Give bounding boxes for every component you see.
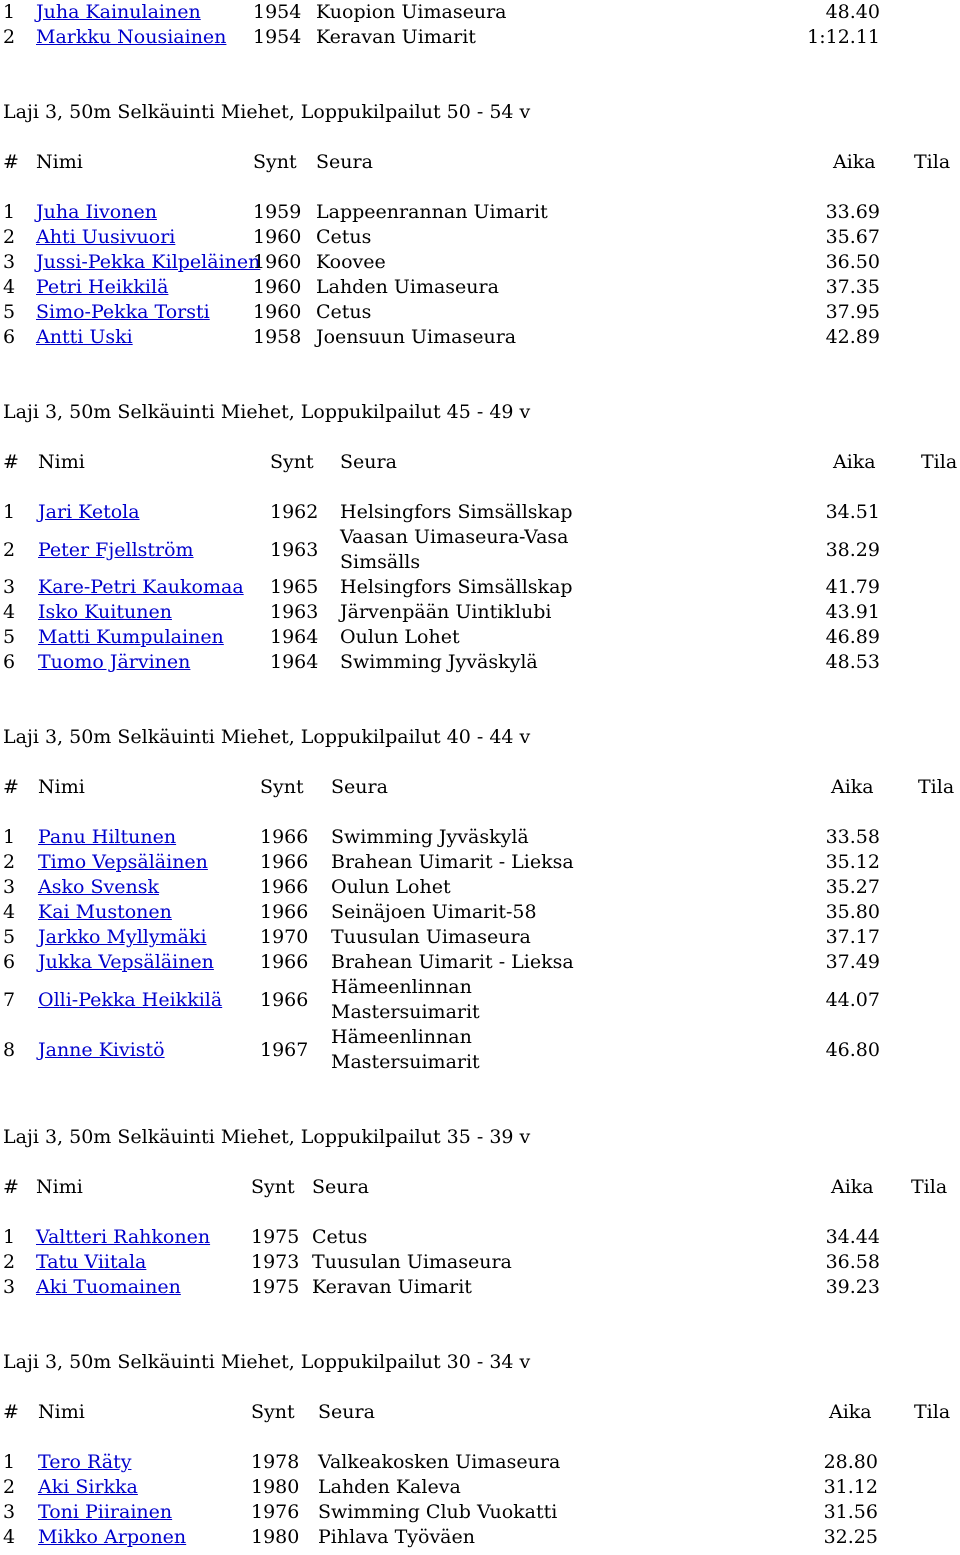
row-time: 36.58 (825, 1251, 880, 1273)
header-time: Aika (831, 776, 874, 798)
row-birth-year: 1960 (253, 251, 302, 273)
row-club: Tuusulan Uimaseura (331, 926, 531, 948)
swimmer-name-link[interactable]: Janne Kivistö (38, 1039, 165, 1061)
row-time: 28.80 (823, 1451, 878, 1473)
row-birth-year: 1966 (260, 876, 309, 898)
swimmer-name-link[interactable]: Jarkko Myllymäki (38, 926, 207, 948)
row-time: 33.58 (825, 826, 880, 848)
row-time: 37.17 (825, 926, 880, 948)
row-club-line2: Simsälls (340, 551, 421, 573)
table-row (0, 225, 960, 250)
table-row (0, 0, 960, 25)
row-birth-year: 1966 (260, 951, 309, 973)
row-position: 3 (3, 576, 16, 598)
swimmer-name-link[interactable]: Jukka Vepsäläinen (38, 951, 214, 973)
swimmer-name-link[interactable]: Tatu Viitala (36, 1251, 147, 1273)
row-time: 36.50 (825, 251, 880, 273)
row-time: 35.12 (825, 851, 880, 873)
header-name: Nimi (36, 151, 83, 173)
row-position: 5 (3, 926, 16, 948)
header-time: Aika (831, 1176, 874, 1198)
header-time: Aika (829, 1401, 872, 1423)
table-row (0, 975, 960, 1025)
row-time: 34.44 (825, 1226, 880, 1248)
row-time: 48.53 (825, 651, 880, 673)
row-birth-year: 1963 (270, 601, 319, 623)
table-row (0, 1275, 960, 1300)
header-status: Tila (914, 1401, 951, 1423)
table-row (0, 325, 960, 350)
header-name: Nimi (36, 1176, 83, 1198)
swimmer-name-link[interactable]: Antti Uski (36, 326, 133, 348)
table-row (0, 925, 960, 950)
section-title: Laji 3, 50m Selkäuinti Miehet, Loppukilpailut 30 - 34 v (3, 1351, 531, 1373)
row-birth-year: 1975 (251, 1226, 300, 1248)
swimmer-name-link[interactable]: Tero Räty (38, 1451, 132, 1473)
row-birth-year: 1963 (270, 539, 319, 561)
row-position: 2 (3, 851, 16, 873)
row-position: 3 (3, 251, 16, 273)
row-birth-year: 1967 (260, 1039, 309, 1061)
swimmer-name-link[interactable]: Olli-Pekka Heikkilä (38, 989, 223, 1011)
row-club (331, 975, 480, 1025)
table-row (0, 1250, 960, 1275)
row-club: Järvenpään Uintiklubi (340, 601, 552, 623)
row-position: 3 (3, 1501, 16, 1523)
row-birth-year: 1960 (253, 301, 302, 323)
row-position: 3 (3, 1276, 16, 1298)
row-club: Joensuun Uimaseura (316, 326, 517, 348)
row-birth-year: 1964 (270, 651, 319, 673)
row-club: Oulun Lohet (340, 626, 460, 648)
row-position: 6 (3, 651, 16, 673)
row-club: Helsingfors Simsällskap (340, 501, 573, 523)
row-club: Keravan Uimarit (316, 26, 476, 48)
row-club-line2: Mastersuimarit (331, 1001, 480, 1023)
header-club: Seura (318, 1401, 375, 1423)
row-position: 6 (3, 326, 16, 348)
table-row (0, 1225, 960, 1250)
header-position: # (3, 1176, 19, 1198)
row-birth-year: 1976 (251, 1501, 300, 1523)
row-position: 6 (3, 951, 16, 973)
section-title: Laji 3, 50m Selkäuinti Miehet, Loppukilpailut 35 - 39 v (3, 1126, 531, 1148)
row-time: 1:12.11 (807, 26, 880, 48)
section-title: Laji 3, 50m Selkäuinti Miehet, Loppukilpailut 45 - 49 v (3, 401, 531, 423)
table-row (0, 650, 960, 675)
swimmer-name-link[interactable]: Isko Kuitunen (38, 601, 172, 623)
row-club: Helsingfors Simsällskap (340, 576, 573, 598)
swimmer-name-link[interactable]: Toni Piirainen (38, 1501, 173, 1523)
row-time: 31.12 (823, 1476, 878, 1498)
swimmer-name-link[interactable]: Ahti Uusivuori (36, 226, 176, 248)
row-time: 37.95 (825, 301, 880, 323)
row-birth-year: 1980 (251, 1476, 300, 1498)
header-position: # (3, 776, 19, 798)
row-club: Cetus (312, 1226, 368, 1248)
row-position: 1 (3, 501, 16, 523)
row-club: Swimming Jyväskylä (331, 826, 529, 848)
row-birth-year: 1970 (260, 926, 309, 948)
table-header (0, 150, 960, 175)
row-position: 2 (3, 1251, 16, 1273)
swimmer-name-link[interactable]: Kare-Petri Kaukomaa (38, 576, 244, 598)
row-position: 2 (3, 1476, 16, 1498)
row-club: Koovee (316, 251, 386, 273)
row-birth-year: 1973 (251, 1251, 300, 1273)
row-club: Cetus (316, 301, 372, 323)
row-time: 42.89 (825, 326, 880, 348)
table-row (0, 25, 960, 50)
table-row (0, 1475, 960, 1500)
header-status: Tila (918, 776, 955, 798)
table-row (0, 875, 960, 900)
row-time: 35.67 (825, 226, 880, 248)
row-position: 1 (3, 1226, 16, 1248)
row-time: 35.27 (825, 876, 880, 898)
swimmer-name-link[interactable]: Juha Iivonen (36, 201, 157, 223)
row-club: Kuopion Uimaseura (316, 1, 507, 23)
swimmer-name-link[interactable]: Mikko Arponen (38, 1526, 187, 1548)
header-birth-year: Synt (251, 1401, 295, 1423)
header-status: Tila (921, 451, 958, 473)
row-time: 41.79 (825, 576, 880, 598)
row-club-line1: Hämeenlinnan (331, 1026, 472, 1048)
row-time: 46.89 (825, 626, 880, 648)
swimmer-name-link[interactable]: Jussi-Pekka Kilpeläinen (36, 251, 261, 273)
row-position: 1 (3, 1451, 16, 1473)
row-club-line2: Mastersuimarit (331, 1051, 480, 1073)
row-birth-year: 1960 (253, 226, 302, 248)
header-status: Tila (911, 1176, 948, 1198)
row-time: 39.23 (825, 1276, 880, 1298)
row-club: Valkeakosken Uimaseura (318, 1451, 561, 1473)
table-row (0, 1025, 960, 1075)
row-birth-year: 1966 (260, 989, 309, 1011)
row-birth-year: 1966 (260, 901, 309, 923)
row-club-line1: Hämeenlinnan (331, 976, 472, 998)
row-club: Lappeenrannan Uimarit (316, 201, 548, 223)
table-row (0, 200, 960, 225)
table-row (0, 500, 960, 525)
row-club: Brahean Uimarit - Lieksa (331, 951, 574, 973)
row-birth-year: 1966 (260, 851, 309, 873)
table-row (0, 525, 960, 575)
row-club: Lahden Uimaseura (316, 276, 499, 298)
row-birth-year: 1954 (253, 26, 302, 48)
header-club: Seura (340, 451, 397, 473)
swimmer-name-link[interactable]: Matti Kumpulainen (38, 626, 224, 648)
table-row (0, 275, 960, 300)
table-row (0, 250, 960, 275)
row-time: 37.35 (825, 276, 880, 298)
row-birth-year: 1975 (251, 1276, 300, 1298)
row-position: 1 (3, 1, 16, 23)
header-club: Seura (316, 151, 373, 173)
row-time: 32.25 (823, 1526, 878, 1548)
row-club (331, 1025, 480, 1075)
header-birth-year: Synt (270, 451, 314, 473)
row-position: 4 (3, 276, 16, 298)
header-club: Seura (312, 1176, 369, 1198)
table-row (0, 1525, 960, 1550)
table-row (0, 825, 960, 850)
row-time: 38.29 (825, 539, 880, 561)
swimmer-name-link[interactable]: Timo Vepsäläinen (38, 851, 208, 873)
row-birth-year: 1964 (270, 626, 319, 648)
row-position: 8 (3, 1039, 16, 1061)
row-birth-year: 1959 (253, 201, 302, 223)
table-header (0, 775, 960, 800)
header-name: Nimi (38, 1401, 85, 1423)
swimmer-name-link[interactable]: Tuomo Järvinen (38, 651, 191, 673)
row-club: Cetus (316, 226, 372, 248)
header-time: Aika (833, 451, 876, 473)
row-birth-year: 1960 (253, 276, 302, 298)
row-club-line1: Vaasan Uimaseura-Vasa (340, 526, 569, 548)
table-header (0, 1175, 960, 1200)
row-position: 5 (3, 301, 16, 323)
swimmer-name-link[interactable]: Markku Nousiainen (36, 26, 227, 48)
swimmer-name-link[interactable]: Panu Hiltunen (38, 826, 177, 848)
row-time: 31.56 (823, 1501, 878, 1523)
row-time: 35.80 (825, 901, 880, 923)
table-row (0, 625, 960, 650)
row-time: 46.80 (825, 1039, 880, 1061)
row-club: Seinäjoen Uimarit-58 (331, 901, 537, 923)
table-row (0, 1500, 960, 1525)
swimmer-name-link[interactable]: Kai Mustonen (38, 901, 172, 923)
row-club: Oulun Lohet (331, 876, 451, 898)
table-row (0, 600, 960, 625)
row-birth-year: 1962 (270, 501, 319, 523)
header-birth-year: Synt (260, 776, 304, 798)
swimmer-name-link[interactable]: Petri Heikkilä (36, 276, 169, 298)
header-name: Nimi (38, 776, 85, 798)
swimmer-name-link[interactable]: Simo-Pekka Torsti (36, 301, 210, 323)
table-row (0, 950, 960, 975)
table-row (0, 900, 960, 925)
row-position: 1 (3, 826, 16, 848)
header-name: Nimi (38, 451, 85, 473)
header-position: # (3, 451, 19, 473)
table-header (0, 1400, 960, 1425)
row-birth-year: 1980 (251, 1526, 300, 1548)
swimmer-name-link[interactable]: Valtteri Rahkonen (36, 1226, 211, 1248)
table-row (0, 850, 960, 875)
row-time: 44.07 (825, 989, 880, 1011)
row-club: Swimming Jyväskylä (340, 651, 538, 673)
row-position: 4 (3, 901, 16, 923)
row-club: Brahean Uimarit - Lieksa (331, 851, 574, 873)
row-time: 43.91 (825, 601, 880, 623)
row-time: 34.51 (825, 501, 880, 523)
header-birth-year: Synt (253, 151, 297, 173)
row-time: 37.49 (825, 951, 880, 973)
table-row (0, 300, 960, 325)
row-position: 2 (3, 539, 16, 561)
row-position: 4 (3, 1526, 16, 1548)
row-position: 7 (3, 989, 16, 1011)
row-position: 1 (3, 201, 16, 223)
swimmer-name-link[interactable]: Juha Kainulainen (36, 1, 201, 23)
row-position: 2 (3, 26, 16, 48)
row-club (340, 525, 568, 575)
row-position: 4 (3, 601, 16, 623)
header-status: Tila (914, 151, 951, 173)
row-position: 3 (3, 876, 16, 898)
row-club: Pihlava Työväen (318, 1526, 475, 1548)
row-club: Tuusulan Uimaseura (312, 1251, 512, 1273)
section-title: Laji 3, 50m Selkäuinti Miehet, Loppukilpailut 40 - 44 v (3, 726, 531, 748)
row-birth-year: 1958 (253, 326, 302, 348)
row-position: 5 (3, 626, 16, 648)
header-position: # (3, 1401, 19, 1423)
swimmer-name-link[interactable]: Peter Fjellström (38, 539, 194, 561)
row-club: Keravan Uimarit (312, 1276, 472, 1298)
swimmer-name-link[interactable]: Asko Svensk (38, 876, 159, 898)
header-position: # (3, 151, 19, 173)
row-club: Lahden Kaleva (318, 1476, 461, 1498)
swimmer-name-link[interactable]: Aki Tuomainen (36, 1276, 181, 1298)
row-birth-year: 1966 (260, 826, 309, 848)
row-birth-year: 1965 (270, 576, 319, 598)
header-time: Aika (833, 151, 876, 173)
table-row (0, 575, 960, 600)
table-header (0, 450, 960, 475)
row-birth-year: 1954 (253, 1, 302, 23)
swimmer-name-link[interactable]: Aki Sirkka (38, 1476, 138, 1498)
row-time: 48.40 (825, 1, 880, 23)
section-title: Laji 3, 50m Selkäuinti Miehet, Loppukilpailut 50 - 54 v (3, 101, 531, 123)
swimmer-name-link[interactable]: Jari Ketola (38, 501, 140, 523)
row-club: Swimming Club Vuokatti (318, 1501, 558, 1523)
row-time: 33.69 (825, 201, 880, 223)
row-birth-year: 1978 (251, 1451, 300, 1473)
header-birth-year: Synt (251, 1176, 295, 1198)
row-position: 2 (3, 226, 16, 248)
header-club: Seura (331, 776, 388, 798)
table-row (0, 1450, 960, 1475)
